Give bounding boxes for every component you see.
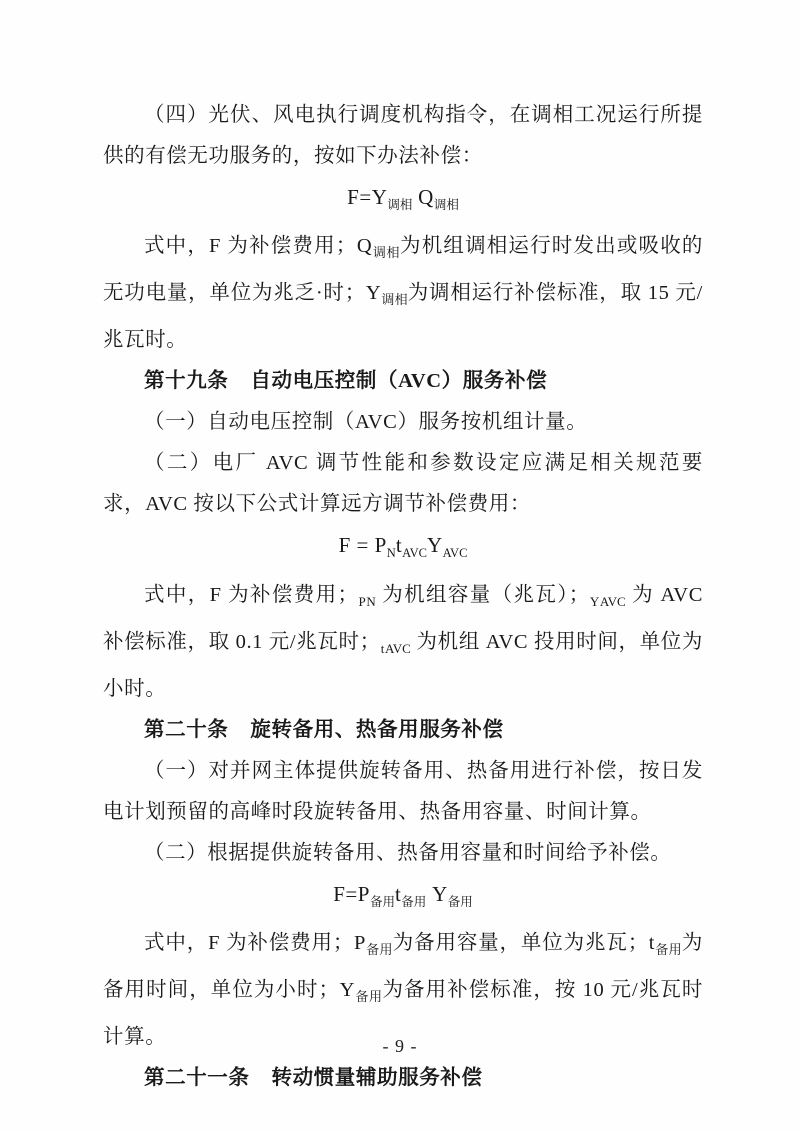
heading-article-19-number: 第十九条 [144, 370, 229, 393]
heading-article-20-title: 旋转备用、热备用服务补偿 [250, 718, 504, 741]
heading-article-20-number: 第二十条 [144, 718, 229, 741]
paragraph-formula-explanation-1: 式中，F 为补偿费用；$Q_{调相}$为机组调相运行时发出或吸收的无功电量，单位为兆乏·时；$Y_{调相}$为调相运行补偿标准，取 15 元/兆瓦时。 [103, 235, 703, 352]
heading-article-21-title: 转动惯量辅助服务补偿 [271, 1067, 483, 1090]
paragraph-formula-explanation-3: 式中，F 为补偿费用；$P_{备用}$为备用容量，单位为兆瓦；$t_{备用}$为备用时间，单位为小时；$Y_{备用}$为备用补偿标准，按 10 元/兆瓦时计算。 [103, 931, 704, 1049]
paragraph-item-4: （四）光伏、风电执行调度机构指令，在调相工况运行所提供的有偿无功服务的，按如下办法补偿： [103, 104, 703, 167]
paragraph-avc-2: （二）电厂 AVC 调节性能和参数设定应满足相关规范要求，AVC 按以下公式计算远方调节补偿费用： [103, 452, 703, 516]
page-number: - 9 - [382, 1036, 418, 1056]
formula-reactive-compensation: $F=Y_{调相}$ $Q_{调相}$ [347, 185, 459, 213]
heading-article-19-title: 自动电压控制（AVC）服务补偿 [250, 370, 548, 393]
formula-avc-compensation: $F = P_Nt_{AVC}Y_{AVC}$ [338, 533, 468, 561]
paragraph-reserve-2: （二）根据提供旋转备用、热备用容量和时间给予补偿。 [144, 841, 672, 864]
heading-article-20 [103, 710, 703, 751]
heading-article-19 [103, 361, 703, 402]
paragraph-avc-1: （一）自动电压控制（AVC）服务按机组计量。 [144, 411, 588, 434]
paragraph-reserve-1: （一）对并网主体提供旋转备用、热备用进行补偿，按日发电计划预留的高峰时段旋转备用、热备用容量、时间计算。 [103, 759, 703, 823]
formula-reserve-compensation: $F=P_{备用}t_{备用}$ $Y_{备用}$ [333, 881, 473, 909]
heading-article-21-number: 第二十一条 [144, 1067, 250, 1090]
document-body [103, 95, 703, 1099]
heading-article-21 [103, 1058, 703, 1099]
paragraph-formula-explanation-2: 式中，F 为补偿费用；$_{PN}$ 为机组容量（兆瓦）；$_{YAVC}$ 为 AVC 补偿标准，取 0.1 元/兆瓦时；$_{tAVC}$ 为机组 AVC 投用时间，单位为小时。 [103, 583, 703, 700]
